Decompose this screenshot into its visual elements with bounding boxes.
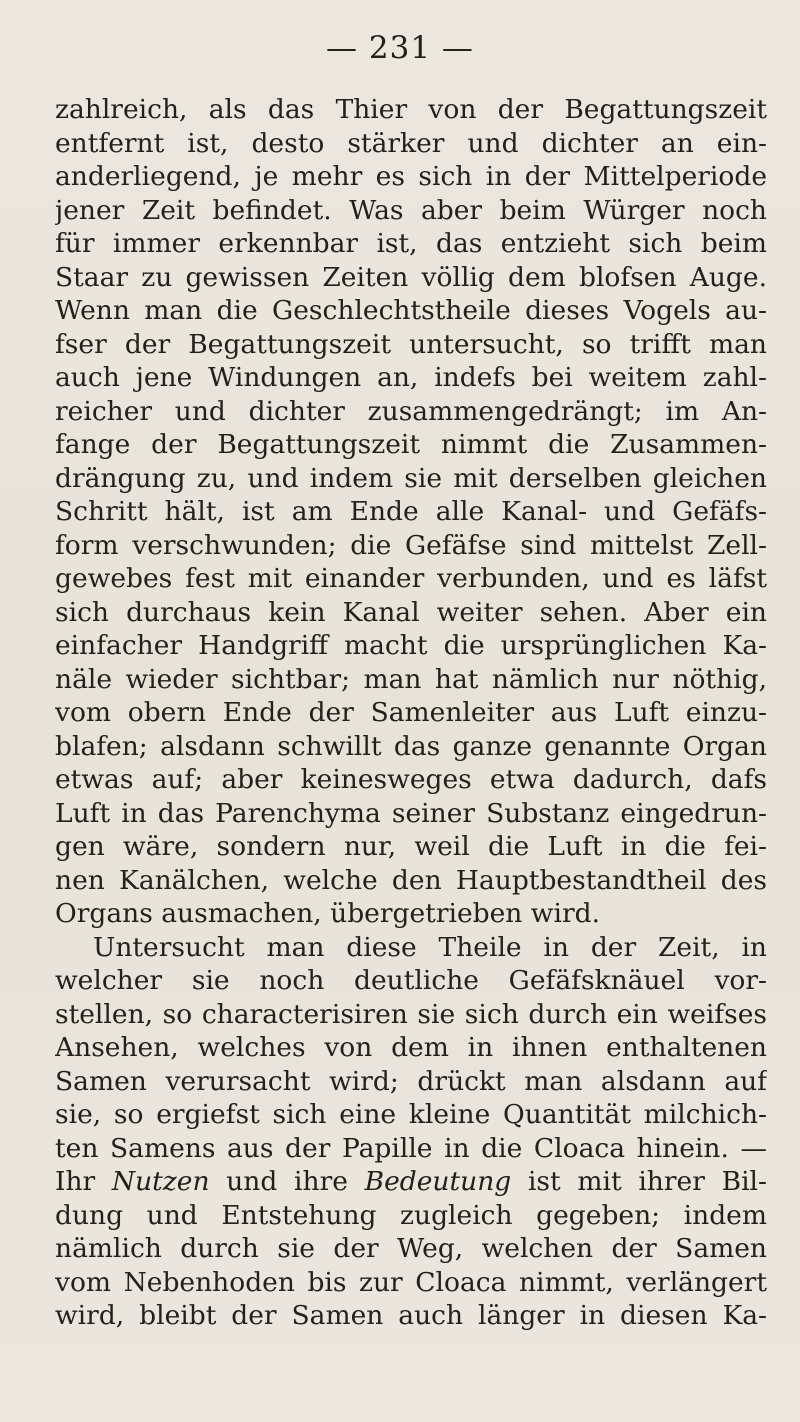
text-line: form verschwunden; die Gefäfse sind mittelst Zell-	[55, 529, 767, 561]
text-line: reicher und dichter zusammengedrängt; im An-	[55, 395, 767, 427]
text-line: Ansehen, welches von dem in ihnen enthaltenen	[55, 1032, 767, 1063]
text-line: für immer erkennbar ist, das entzieht sich beim	[55, 228, 767, 259]
text-line-with-italics	[55, 1165, 767, 1199]
text-line: wird, bleibt der Samen auch länger in diesen Ka-	[55, 1300, 767, 1331]
text-line: fange der Begattungszeit nimmt die Zusammen-	[55, 429, 767, 460]
italic-term-nutzen: Nutzen	[111, 1166, 210, 1197]
text-fragment: Ihr	[55, 1166, 112, 1197]
text-fragment: und ihre	[209, 1166, 365, 1197]
body-text	[55, 93, 767, 1333]
text-line: drängung zu, und indem sie mit derselben gleichen	[55, 462, 767, 494]
text-line: zahlreich, als das Thier von der Begattungszeit	[55, 94, 767, 125]
text-line: einfacher Handgriff macht die ursprünglichen Ka-	[55, 630, 767, 661]
text-line: sich durchaus kein Kanal weiter sehen. Aber ein	[55, 596, 767, 628]
text-line: gewebes fest mit einander verbunden, und es läfst	[55, 563, 767, 594]
text-line: entfernt ist, desto stärker und dichter an ein-	[55, 127, 767, 159]
text-fragment: ist mit ihrer Bil-	[511, 1166, 767, 1197]
paragraph-end-line: Organs ausmachen, übergetrieben wird.	[55, 898, 600, 929]
text-line: auch jene Windungen an, indefs bei weitem zahl-	[55, 362, 767, 393]
text-line: ten Samens aus der Papille in die Cloaca hinein. —	[55, 1132, 767, 1164]
paragraph-start-line: Untersucht man diese Theile in der Zeit, in	[93, 931, 767, 963]
text-line: dung und Entstehung zugleich gegeben; indem	[55, 1199, 767, 1231]
text-line: blafen; alsdann schwillt das ganze genannte Organ	[55, 730, 767, 762]
text-line: sie, so ergiefst sich eine kleine Quantität milchich-	[55, 1099, 767, 1130]
text-line: stellen, so characterisiren sie sich durch ein weifses	[55, 998, 767, 1030]
page-number: — 231 —	[326, 30, 474, 66]
text-line: Staar zu gewissen Zeiten völlig dem blofsen Auge.	[55, 261, 767, 293]
text-line: nämlich durch sie der Weg, welchen der Samen	[55, 1233, 767, 1264]
text-line: näle wieder sichtbar; man hat nämlich nur nöthig,	[55, 663, 767, 695]
text-line: anderliegend, je mehr es sich in der Mittelperiode	[55, 161, 767, 192]
text-line: Schritt hält, ist am Ende alle Kanal- und Gefäfs-	[55, 496, 767, 527]
text-line: gen wäre, sondern nur, weil die Luft in die fei-	[55, 831, 767, 862]
text-line: Wenn man die Geschlechtstheile dieses Vogels au-	[55, 295, 767, 326]
text-line: Luft in das Parenchyma seiner Substanz eingedrun-	[55, 797, 767, 829]
text-line: vom Nebenhoden bis zur Cloaca nimmt, verlängert	[55, 1266, 767, 1298]
text-line: jener Zeit befindet. Was aber beim Würger noch	[55, 194, 767, 226]
text-line: etwas auf; aber keinesweges etwa dadurch, dafs	[55, 764, 767, 795]
italic-term-bedeutung: Bedeutung	[364, 1166, 512, 1197]
text-line: welcher sie noch deutliche Gefäfsknäuel vor-	[55, 965, 767, 996]
text-line: nen Kanälchen, welche den Hauptbestandtheil des	[55, 864, 767, 896]
text-line: vom obern Ende der Samenleiter aus Luft einzu-	[55, 697, 767, 728]
text-line: fser der Begattungszeit untersucht, so trifft man	[55, 328, 767, 360]
text-line: Samen verursacht wird; drückt man alsdann auf	[55, 1065, 767, 1097]
